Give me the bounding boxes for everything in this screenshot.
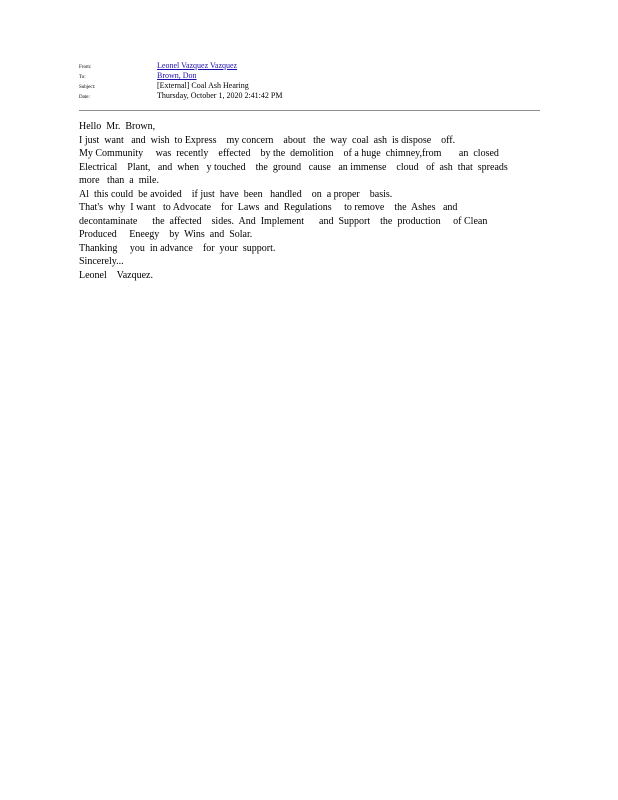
body-line: Electrical Plant, and when y touched the ground cause an immense cloud of ash that spreads xyxy=(79,161,508,173)
body-line: Produced Eneegy by Wins and Solar. xyxy=(79,229,253,240)
body-line: Al this could be avoided if just have been handled on a proper basis. xyxy=(79,188,393,200)
body-line: I just want and wish to Express my concern about the way coal ash is dispose off. xyxy=(79,134,456,146)
to-label: To: xyxy=(79,75,86,80)
body-line: My Community was recently effected by the demolition of a huge chimney,from an closed xyxy=(79,148,499,159)
header-divider xyxy=(79,110,540,111)
email-body xyxy=(79,120,529,282)
subject-label: Subject: xyxy=(79,85,96,90)
body-line: Sincerely... xyxy=(79,256,124,267)
body-line: Leonel Vazquez. xyxy=(79,269,153,281)
to-link[interactable]: Brown, Don xyxy=(157,71,197,80)
subject-value: [External] Coal Ash Hearing xyxy=(157,81,249,90)
body-line: Thanking you in advance for your support. xyxy=(79,242,276,254)
email-header xyxy=(79,61,539,101)
date-label: Date: xyxy=(79,95,90,100)
date-value: Thursday, October 1, 2020 2:41:42 PM xyxy=(157,91,283,100)
header-row-to xyxy=(79,71,539,81)
header-row-subject xyxy=(79,81,539,91)
body-line: more than a mile. xyxy=(79,175,159,186)
body-line: decontaminate the affected sides. And Implement and Support the production of Clean xyxy=(79,215,488,227)
header-row-date xyxy=(79,91,539,101)
body-line: That's why I want to Advocate for Laws and Regulations to remove the Ashes and xyxy=(79,202,458,213)
header-row-from xyxy=(79,61,539,71)
from-label: From: xyxy=(79,65,92,70)
from-link[interactable]: Leonel Vazquez Vazquez xyxy=(157,61,238,70)
body-line: Hello Mr. Brown, xyxy=(79,121,156,132)
